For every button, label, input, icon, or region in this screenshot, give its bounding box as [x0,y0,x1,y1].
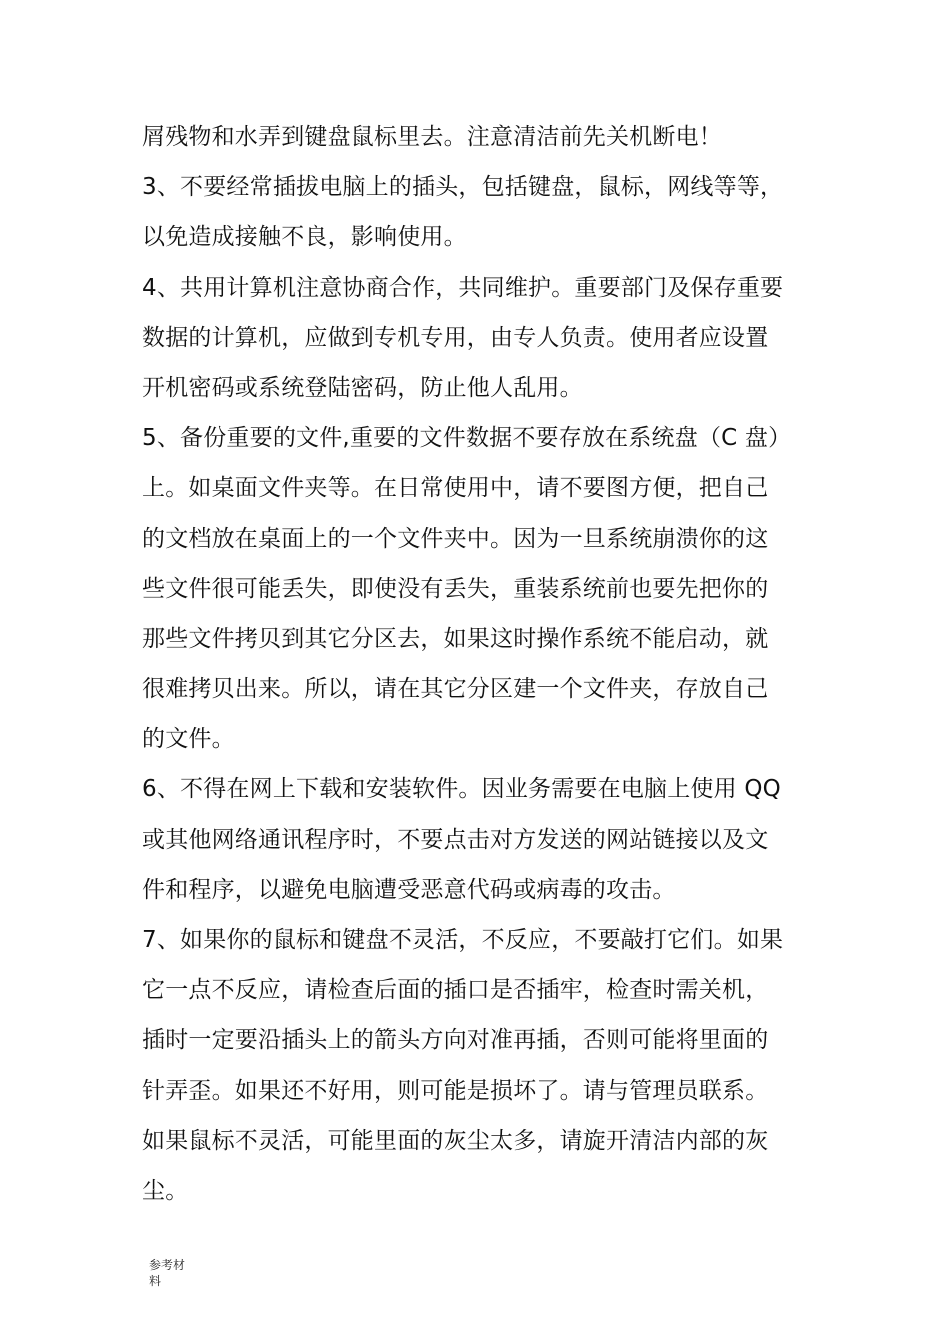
text-line: 7、如果你的鼠标和键盘不灵活，不反应，不要敲打它们。如果 [142,927,784,953]
text-line: 6、不得在网上下载和安装软件。因业务需要在电脑上使用 QQ [142,776,781,803]
body-text [142,112,812,1216]
text-line: 针弄歪。如果还不好用，则可能是损坏了。请与管理员联系。 [142,1077,769,1104]
text-line: 尘。 [142,1177,189,1204]
text-line: 的文件。 [142,726,235,753]
text-line: 或其他网络通讯程序时，不要点击对方发送的网站链接以及文 [142,826,769,853]
text-line: 插时一定要沿插头上的箭头方向对准再插，否则可能将里面的 [142,1027,769,1054]
text-line: 5、备份重要的文件,重要的文件数据不要存放在系统盘（C 盘） [142,425,792,452]
text-line: 开机密码或系统登陆密码，防止他人乱用。 [142,374,583,401]
text-line: 那些文件拷贝到其它分区去，如果这时操作系统不能启动，就 [142,625,769,652]
text-line: 如果鼠标不灵活，可能里面的灰尘太多，请旋开清洁内部的灰 [142,1127,769,1154]
text-line: 它一点不反应，请检查后面的插口是否插牢，检查时需关机， [142,977,769,1004]
text-line: 件和程序，以避免电脑遭受恶意代码或病毒的攻击。 [142,876,676,903]
text-line: 屑残物和水弄到键盘鼠标里去。注意清洁前先关机断电！ [142,124,722,150]
footer-note-line: 参考材 [149,1258,186,1272]
text-line: 些文件很可能丢失，即使没有丢失，重装系统前也要先把你的 [142,575,769,602]
text-line: 上。如桌面文件夹等。在日常使用中，请不要图方便，把自己 [142,475,769,502]
text-line: 的文档放在桌面上的一个文件夹中。因为一旦系统崩溃你的这 [142,525,769,552]
footer-note [149,1257,209,1289]
text-line: 4、共用计算机注意协商合作，共同维护。重要部门及保存重要 [142,274,784,301]
text-line: 很难拷贝出来。所以，请在其它分区建一个文件夹，存放自己 [142,676,769,703]
text-line: 数据的计算机，应做到专机专用，由专人负责。使用者应设置 [142,324,769,351]
footer-note-line: 料 [149,1274,162,1288]
text-line: 3、不要经常插拔电脑上的插头，包括键盘，鼠标，网线等等， [142,174,784,201]
text-line: 以免造成接触不良，影响使用。 [142,224,467,251]
